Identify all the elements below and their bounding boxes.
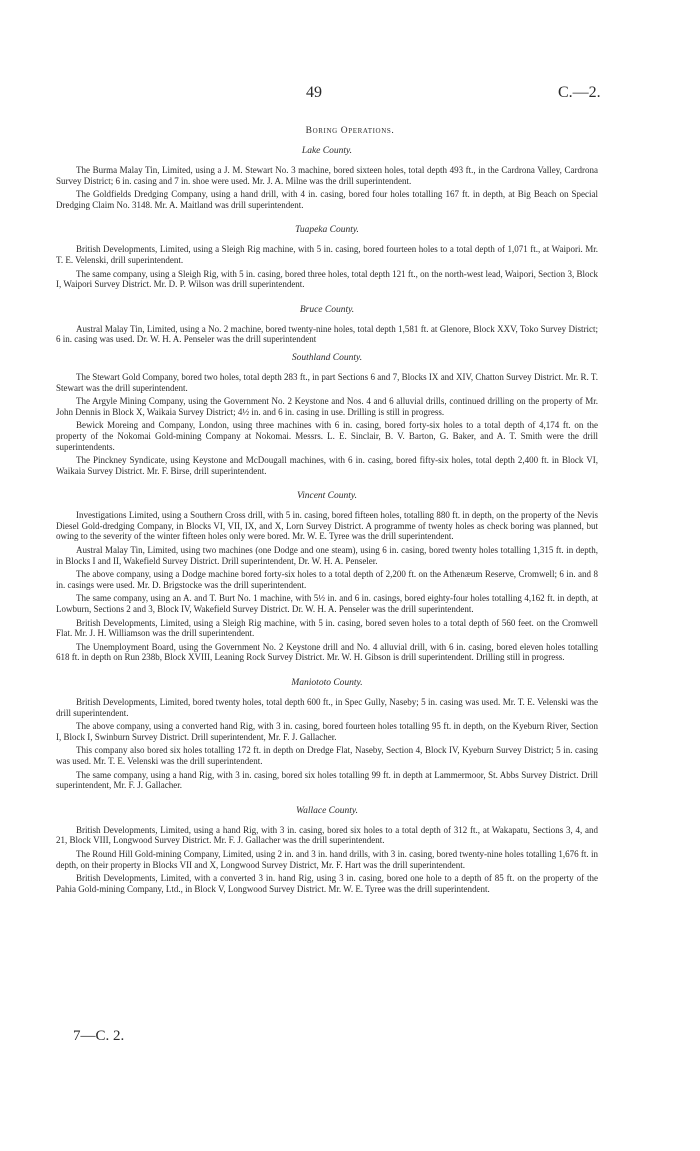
paragraph: The Round Hill Gold-mining Company, Limited, using 2 in. and 3 in. hand drills, with 3 in. casing, bored twenty-nine holes totalling 1,676 ft. in depth, on their property in Blocks VII and X, Longwood Survey District, Mr. F. Hart was the drill superintendent.	[56, 848, 598, 870]
paragraph: Austral Malay Tin, Limited, using two machines (one Dodge and one steam), using 6 in. casing, bored twenty holes totalling 1,315 ft. in depth, in Blocks I and II, Wakefield Survey District. Drill superintendent, Dr. W. H. A. Penseler.	[56, 545, 598, 566]
paragraph: British Developments, Limited, with a converted 3 in. hand Rig, using 3 in. casing, bored one hole to a depth of 85 ft. on the property of the Pahia Gold-mining Company, Ltd., in Block V, Longwood Survey District. Mr. W. E. Tyree was the drill superintendent.	[56, 873, 598, 894]
paragraph: This company also bored six holes totalling 172 ft. in depth on Dredge Flat, Naseby, Section 4, Block IV, Kyeburn Survey District; 5 in. casing was used. Mr. T. E. Velenski was the drill superintendent.	[56, 745, 598, 766]
section-title: Bruce County.	[299, 304, 355, 315]
section-title: Tuapeka County.	[295, 225, 359, 236]
main-heading: Boring Operations.	[305, 126, 395, 136]
section-title: Maniototo County.	[291, 678, 363, 688]
paragraph: The Unemployment Board, using the Government No. 2 Keystone drill and No. 4 alluvial drill, with 6 in. casing, bored eleven holes totalling 618 ft. in depth on Run 238b, Block XVIII, Leaning Rock Survey District. Mr. W. H. Gibson is drill superintendent. Drilling still in progress.	[56, 641, 598, 663]
paragraph: The same company, using an A. and T. Burt No. 1 machine, with 5½ in. and 6 in. casings, bored eighty-four holes totalling 4,162 ft. in depth, at Lowburn, Sections 2 and 3, Block IV, Wakefield Survey District. Dr. W. H. A. Penseler was the drill superintendent.	[56, 593, 598, 615]
document-body	[56, 146, 598, 909]
paragraph: British Developments, Limited, using a Sleigh Rig machine, with 5 in. casing, bored seven holes to a total depth of 560 feet. on the Cromwell Flat. Mr. J. H. Williamson was the drill superintendent.	[56, 617, 598, 639]
section-title: Southland County.	[291, 352, 363, 363]
paragraph: British Developments, Limited, using a hand Rig, with 3 in. casing, bored six holes to a total depth of 312 ft., at Wakapatu, Sections 3, 4, and 21, Block VIII, Longwood Survey District. Mr. F. J. Gallacher was the drill superintendent.	[56, 824, 598, 846]
footer-signature-ref: 7—C. 2.	[73, 1028, 125, 1044]
paragraph: The Pinckney Syndicate, using Keystone and McDougall machines, with 6 in. casing, bored fifty-six holes, total depth 2,400 ft. in Block VI, Waikaia Survey District. Mr. F. Birse, drill superintendent.	[56, 455, 598, 476]
section-bruce-county	[56, 305, 598, 345]
section-title: Wallace County.	[296, 805, 358, 816]
section-maniototo-county	[56, 678, 598, 791]
page-number: 49	[306, 84, 322, 101]
paragraph: Bewick Moreing and Company, London, using three machines with 6 in. casing, bored forty-six holes to a total depth of 4,174 ft. on the property of the Nokomai Gold-mining Company at Nokomai. Messrs. L. E. Sinclair, B. V. Barton, G. Baker, and A. T. Smith were the drill superintendents.	[56, 420, 598, 452]
paragraph: The above company, using a Dodge machine bored forty-six holes to a total depth of 2,200 ft. on the Athenæum Reserve, Cromwell; 6 in. and 8 in. casings were used. Mr. D. Brigstocke was the drill superintendent.	[56, 569, 598, 590]
paragraph: The Stewart Gold Company, bored two holes, total depth 283 ft., in part Sections 6 and 7, Blocks IX and XIV, Chatton Survey District. Mr. R. T. Stewart was the drill superintendent.	[56, 371, 598, 393]
paragraph: The above company, using a converted hand Rig, with 3 in. casing, bored fourteen holes totalling 95 ft. in depth, on the Kyeburn River, Section I, Block I, Swinburn Survey District. Drill superintendent, Mr. F. J. Gallacher.	[56, 721, 598, 742]
paragraph: The Burma Malay Tin, Limited, using a J. M. Stewart No. 3 machine, bored sixteen holes, total depth 493 ft., in the Cardrona Valley, Cardrona Survey District; 6 in. casing and 7 in. shoe were used. Mr. J. A. Milne was the drill superintendent.	[56, 165, 598, 186]
document-reference: C.—2.	[558, 84, 601, 101]
paragraph: British Developments, Limited, bored twenty holes, total depth 600 ft., in Spec Gully, Naseby; 5 in. casing was used. Mr. T. E. Velenski was the drill superintendent.	[56, 697, 598, 718]
paragraph: British Developments, Limited, using a Sleigh Rig machine, with 5 in. casing, bored fourteen holes to a total depth of 1,071 ft., at Waipori. Mr. T. E. Velenski, drill superintendent.	[56, 244, 598, 265]
section-title: Vincent County.	[297, 491, 357, 502]
section-southland-county	[56, 353, 598, 476]
section-wallace-county	[56, 806, 598, 895]
paragraph: Investigations Limited, using a Southern Cross drill, with 5 in. casing, bored fifteen holes, totalling 880 ft. in depth, on the property of the Nevis Diesel Gold-dredging Company, in Blocks VI, VII, IX, and X, Lorn Survey District. A programme of twenty holes as check boring was planned, but owing to the severity of the winter fifteen holes only were bored. Mr. W. E. Tyree was the drill superintendent.	[56, 510, 598, 542]
section-lake-county	[56, 146, 598, 210]
paragraph: The same company, using a hand Rig, with 3 in. casing, bored six holes totalling 99 ft. in depth at Lammermoor, St. Abbs Survey District. Drill superintendent, Mr. F. J. Gallacher.	[56, 769, 598, 791]
paragraph: Austral Malay Tin, Limited, using a No. 2 machine, bored twenty-nine holes, total depth 1,581 ft. at Glenore, Block XXV, Toko Survey District; 6 in. casing was used. Dr. W. H. A. Penseler was the drill superintendent	[56, 323, 598, 345]
paragraph: The Argyle Mining Company, using the Government No. 2 Keystone and Nos. 4 and 6 alluvial drills, continued drilling on the property of Mr. John Dennis in Block X, Waikaia Survey District; 4½ in. and 6 in. casing in use. Drilling is still in progress.	[56, 396, 598, 417]
section-title: Lake County.	[301, 146, 353, 156]
paragraph: The Goldfields Dredging Company, using a hand drill, with 4 in. casing, bored four holes totalling 167 ft. in depth, at Big Beach on Special Dredging Claim No. 3148. Mr. A. Maitland was drill superintendent.	[56, 189, 598, 210]
section-vincent-county	[56, 491, 598, 663]
paragraph: The same company, using a Sleigh Rig, with 5 in. casing, bored three holes, total depth 121 ft., on the north-west lead, Waipori, Section 3, Block I, Waipori Survey District. Mr. D. P. Wilson was drill superintendent.	[56, 268, 598, 290]
section-tuapeka-county	[56, 225, 598, 289]
